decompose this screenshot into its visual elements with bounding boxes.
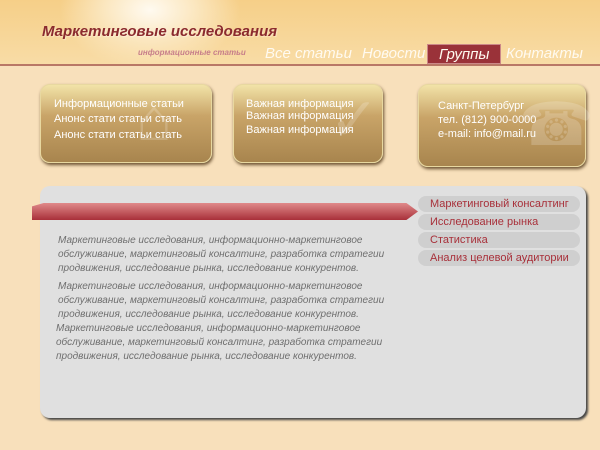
site-subtitle: информационные статьи: [138, 48, 246, 57]
card-line: Анонс стати статьи стать: [54, 129, 183, 141]
card-line: Анонс стати статьи стать: [54, 113, 183, 125]
card-line: Важная информация: [246, 98, 354, 110]
contact-city: Санкт-Петербург: [438, 100, 525, 112]
house-icon: ⌂: [136, 86, 173, 153]
nav-news[interactable]: Новости: [362, 45, 426, 62]
header: [0, 0, 600, 66]
contact-email[interactable]: e-mail: info@mail.ru: [438, 128, 536, 140]
phone-icon: ☎: [519, 91, 594, 158]
card-line: Важная информация: [246, 110, 354, 122]
sidebar-item-statistics[interactable]: Статистика: [418, 232, 580, 248]
info-card-articles[interactable]: [40, 84, 212, 163]
nav-groups[interactable]: Группы: [427, 44, 501, 64]
sidebar-item-audience-analysis[interactable]: Анализ целевой аудитории: [418, 250, 580, 266]
content-paragraph: Маркетинговые исследования, информационно-маркетинговое обслуживание, маркетинговый консалтинг, разработка стратегии продвижения, исследование рынка, исследование конкурентов.: [58, 281, 385, 320]
contact-phone: тел. (812) 900-0000: [438, 114, 537, 126]
info-card-contacts[interactable]: [418, 84, 594, 167]
checkmark-icon: ✓: [329, 86, 380, 153]
content-paragraph: Маркетинговые исследования, информационно-маркетинговое обслуживание, маркетинговый консалтинг, разработка стратегии продвижения, исследование рынка, исследование конкурентов.: [56, 323, 383, 362]
site-title[interactable]: Маркетинговые исследования: [42, 23, 278, 40]
info-card-important[interactable]: [233, 84, 383, 163]
ribbon-banner: [32, 203, 418, 220]
nav-all-articles[interactable]: Все статьи: [265, 45, 352, 62]
content-paragraph: Маркетинговые исследования, информационно-маркетинговое обслуживание, маркетинговый консалтинг, разработка стратегии продвижения, исследование рынка, исследование конкурентов.: [58, 235, 385, 274]
sidebar-item-market-research[interactable]: Исследование рынка: [418, 214, 580, 230]
card-line: Важная информация: [246, 124, 354, 136]
sidebar-item-consulting[interactable]: Маркетинговый консалтинг: [418, 196, 580, 212]
card-line: Информационные статьи: [54, 98, 184, 110]
nav-contacts[interactable]: Контакты: [506, 45, 583, 62]
